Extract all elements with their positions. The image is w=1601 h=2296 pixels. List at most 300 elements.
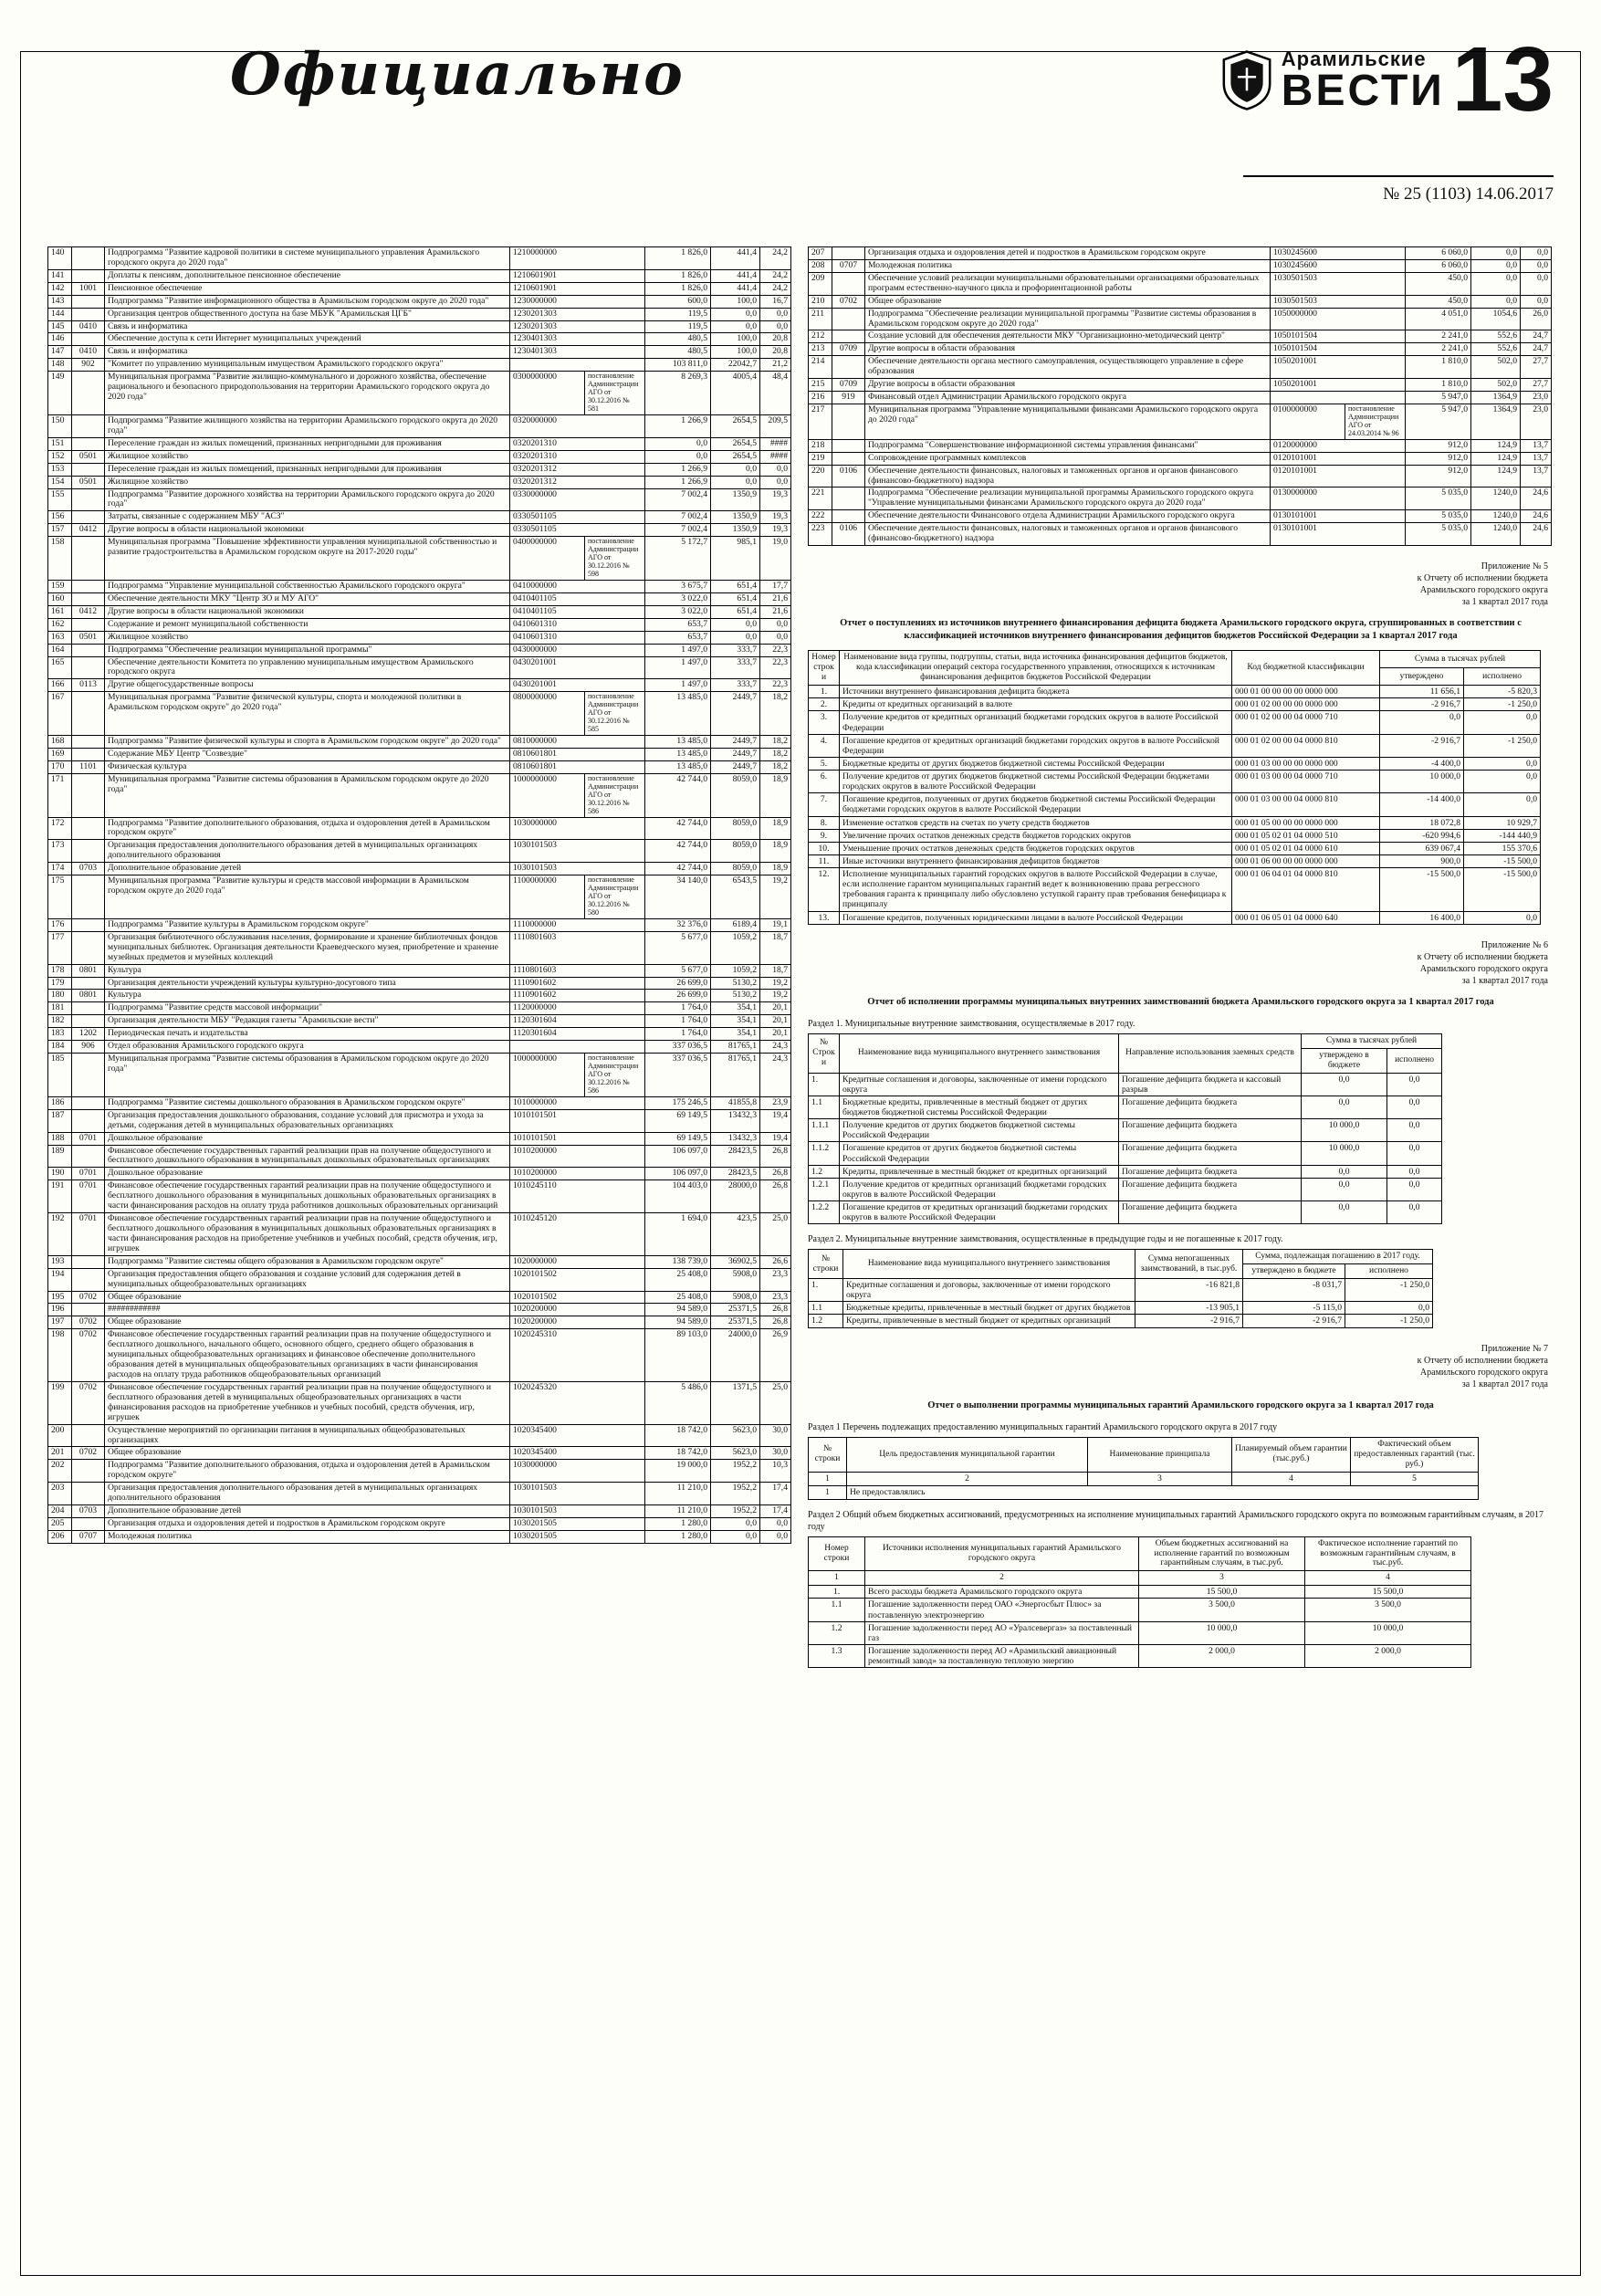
table-row — [809, 816, 1541, 829]
cell: 0410401105 — [510, 605, 645, 618]
cell: постановление Администрации АГО от 30.12.2016 № 580 — [585, 875, 645, 919]
cell: 223 — [809, 523, 832, 546]
cell: 13,7 — [1521, 439, 1552, 452]
cell: 168 — [48, 736, 72, 749]
cell: 1059,2 — [711, 964, 760, 977]
cell: 1350,9 — [711, 488, 760, 511]
ref-line: Приложение № 6 — [1481, 939, 1548, 950]
cell: 194 — [48, 1268, 72, 1291]
cell: 2 000,0 — [1305, 1644, 1471, 1667]
cell — [72, 618, 105, 631]
cell: 0,0 — [760, 1530, 791, 1543]
cell: 215 — [809, 379, 832, 392]
cell: -2 916,7 — [1243, 1315, 1345, 1327]
brand-words — [1282, 49, 1445, 113]
header-row — [809, 1437, 1479, 1472]
cell — [72, 580, 105, 592]
cell: 5 947,0 — [1406, 404, 1471, 439]
cell: 213 — [809, 343, 832, 356]
cell: 1 — [809, 1486, 847, 1499]
table-row — [809, 404, 1552, 439]
cell — [72, 1109, 105, 1132]
table-row — [48, 863, 791, 875]
cell: 0410000000 — [510, 580, 645, 592]
cell: Подпрограмма "Развитие системы общего образования в Арамильском городском округе" — [105, 1255, 510, 1268]
table-row — [48, 605, 791, 618]
cell: 19,4 — [760, 1109, 791, 1132]
ref-line: к Отчету об исполнении бюджета — [1417, 951, 1548, 962]
cell: 1371,5 — [711, 1381, 760, 1424]
cell: 0,0 — [711, 308, 760, 320]
cell — [832, 272, 865, 295]
cell: 24,6 — [1521, 488, 1552, 510]
cell: 651,4 — [711, 580, 760, 592]
cell: 119,5 — [645, 308, 711, 320]
cell: 205 — [48, 1517, 72, 1530]
cell: -620 994,6 — [1380, 829, 1464, 842]
table-row — [809, 854, 1541, 867]
cell: Доплаты к пенсиям, дополнительное пенсионное обеспечение — [105, 269, 510, 282]
cell: 0701 — [72, 1132, 105, 1145]
table-row — [48, 1132, 791, 1145]
cell: 7 002,4 — [645, 488, 711, 511]
cell: 912,0 — [1406, 452, 1471, 465]
table-row — [809, 272, 1552, 295]
cell: Сопровождение программных комплексов — [865, 452, 1271, 465]
cell: 5 035,0 — [1406, 510, 1471, 523]
cell: 3 022,0 — [645, 605, 711, 618]
cell — [72, 773, 105, 817]
cell: 19,4 — [760, 1132, 791, 1145]
cell: 5 486,0 — [645, 1381, 711, 1424]
cell: 179 — [48, 977, 72, 990]
table-row — [48, 1268, 791, 1291]
cell: 1030245600 — [1271, 247, 1406, 260]
table-row — [48, 1054, 791, 1097]
cell: 0,0 — [1387, 1178, 1442, 1200]
cell: 1020245320 — [510, 1381, 645, 1424]
cell: Организация отдыха и оздоровления детей и подростков в Арамильском городском округе — [865, 247, 1271, 260]
table-row — [809, 330, 1552, 343]
cell: 1020245310 — [510, 1329, 645, 1382]
cell: 1110801603 — [510, 964, 645, 977]
cell: 8059,0 — [711, 840, 760, 863]
cell: 22,3 — [760, 644, 791, 656]
cell: 13432,3 — [711, 1132, 760, 1145]
cell: 212 — [809, 330, 832, 343]
header-cell: Сумма в тысячах рублей — [1380, 651, 1541, 668]
cell: 26 699,0 — [645, 977, 711, 990]
table-row — [48, 320, 791, 333]
cell: 1230401303 — [510, 346, 645, 359]
cell: 333,7 — [711, 656, 760, 679]
table-row — [48, 773, 791, 817]
header-cell: Сумма в тысячах рублей — [1302, 1033, 1442, 1048]
cell: 24000,0 — [711, 1329, 760, 1382]
cell: 7 002,4 — [645, 511, 711, 524]
cell — [72, 1096, 105, 1109]
cell: 167 — [48, 692, 72, 736]
cell: 17,4 — [760, 1483, 791, 1505]
table-row — [809, 1073, 1442, 1096]
cell: 0320201310 — [510, 450, 645, 463]
appendix6-section2-label: Раздел 2. Муниципальные внутренние заимствования, осуществленные в предыдущие годы и не погашенные к 2017 году. — [808, 1234, 1283, 1245]
cell — [510, 359, 645, 372]
cell: Погашение дефицита бюджета — [1119, 1201, 1302, 1224]
cell: 0810000000 — [510, 736, 645, 749]
cell: 202 — [48, 1460, 72, 1483]
table-row — [48, 875, 791, 919]
cell: 8. — [809, 816, 840, 829]
cell: 333,7 — [711, 644, 760, 656]
cell: 1364,9 — [1471, 392, 1521, 404]
appendix7-section1-label: Раздел 1 Перечень подлежащих предоставлению муниципальных гарантий Арамильского городского округа в 2017 году — [808, 1421, 1278, 1432]
table-row — [48, 931, 791, 964]
cell: 423,5 — [711, 1213, 760, 1256]
cell: Общее образование — [105, 1316, 510, 1329]
cell: 0,0 — [645, 450, 711, 463]
cell: Финансовое обеспечение государственных гарантий реализации прав на получение общедоступного и бесплатного образования детей в муниципальных общеобразовательных организациях в части финансирования расходов на приобретение учебников и учебных пособий, средств обучения, игр, игрушек — [105, 1381, 510, 1424]
cell: Подпрограмма "Развитие физической культуры и спорта в Арамильском городском округе" до 2020 года" — [105, 736, 510, 749]
cell: Погашение дефицита бюджета — [1119, 1165, 1302, 1178]
cell: 18 742,0 — [645, 1447, 711, 1460]
cell: 25 408,0 — [645, 1291, 711, 1304]
cell: 11 210,0 — [645, 1505, 711, 1518]
appendix7-section2-table — [808, 1536, 1471, 1669]
cell: 209,5 — [760, 414, 791, 437]
cell: 30,0 — [760, 1424, 791, 1447]
cell: 2449,7 — [711, 736, 760, 749]
cell: 19,3 — [760, 524, 791, 537]
cell: 156 — [48, 511, 72, 524]
cell: Молодежная политика — [865, 259, 1271, 272]
cell: Муниципальная программа "Развитие системы образования в Арамильском городском округе до 2020 года" — [105, 1054, 510, 1097]
cell: 0320201310 — [510, 437, 645, 450]
table-row — [809, 247, 1552, 260]
cell: 0330000000 — [510, 488, 645, 511]
cell: 441,4 — [711, 282, 760, 295]
appendix6-section1-table — [808, 1033, 1442, 1224]
cell: 0,0 — [711, 1530, 760, 1543]
cell: 985,1 — [711, 537, 760, 581]
table-row — [809, 757, 1541, 770]
cell: 13 485,0 — [645, 748, 711, 760]
cell: Муниципальная программа "Развитие жилищно-коммунального и дорожного хозяйства, обеспечение рационального и безопасного природопользования на территории Арамильского городского округа до 2020 года" — [105, 372, 510, 415]
cell: 18,2 — [760, 760, 791, 773]
cell — [72, 977, 105, 990]
cell: 163 — [48, 631, 72, 644]
cell: Другие общегосударственные вопросы — [105, 679, 510, 692]
cell: 69 149,5 — [645, 1109, 711, 1132]
cell: 20,8 — [760, 333, 791, 346]
cell: Другие вопросы в области национальной экономики — [105, 524, 510, 537]
cell: 124,9 — [1471, 465, 1521, 488]
cell: Подпрограмма "Управление муниципальной собственностью Арамильского городского округа" — [105, 580, 510, 592]
cell: 0330501105 — [510, 511, 645, 524]
header-cell: исполнено — [1464, 668, 1541, 686]
cell: 0501 — [72, 476, 105, 488]
table-row — [48, 644, 791, 656]
cell: 28423,5 — [711, 1168, 760, 1180]
cell: 23,3 — [760, 1268, 791, 1291]
cell: 1000000000 — [510, 1054, 585, 1097]
cell — [72, 1015, 105, 1028]
table-row — [48, 918, 791, 931]
cell: 0,0 — [1471, 295, 1521, 308]
cell: 1.2.1 — [809, 1178, 840, 1200]
cell: 13,7 — [1521, 465, 1552, 488]
cell: 143 — [48, 295, 72, 308]
cell: -1 250,0 — [1345, 1315, 1433, 1327]
table-row — [48, 295, 791, 308]
cell: 1350,9 — [711, 511, 760, 524]
cell: 15 500,0 — [1139, 1586, 1305, 1599]
cell: 18,2 — [760, 736, 791, 749]
left-column — [47, 246, 793, 1544]
cell: 20,1 — [760, 1015, 791, 1028]
cell: 1. — [809, 1279, 843, 1302]
cell: 1010101501 — [510, 1109, 645, 1132]
cell — [832, 452, 865, 465]
cell: 0810601801 — [510, 748, 645, 760]
cell — [832, 247, 865, 260]
cell: 8059,0 — [711, 817, 760, 840]
cell: 42 744,0 — [645, 817, 711, 840]
cell — [72, 1483, 105, 1505]
cell: 1 497,0 — [645, 656, 711, 679]
cell — [72, 1145, 105, 1168]
cell: 0,0 — [645, 437, 711, 450]
table-row — [48, 1213, 791, 1256]
cell: 25371,5 — [711, 1304, 760, 1316]
cell: 5908,0 — [711, 1268, 760, 1291]
table-row — [809, 1096, 1442, 1118]
cell: 11 210,0 — [645, 1483, 711, 1505]
cell: Подпрограмма "Обеспечение реализации муниципальной программы "Развитие системы образования в Арамильском городском округе до 2020 года" — [865, 308, 1271, 330]
cell: 1010000000 — [510, 1096, 645, 1109]
cell: 0801 — [72, 964, 105, 977]
table-row — [809, 1621, 1471, 1644]
cell: 1.2 — [809, 1165, 840, 1178]
ref-line: за 1 квартал 2017 года — [1461, 597, 1548, 608]
cell: 902 — [72, 359, 105, 372]
cell: Другие вопросы в области национальной экономики — [105, 605, 510, 618]
cell: 0300000000 — [510, 372, 585, 415]
cell: 0810601801 — [510, 760, 645, 773]
cell: Погашение дефицита бюджета и кассовый разрыв — [1119, 1073, 1302, 1096]
cell: 3 022,0 — [645, 592, 711, 605]
header-cell: 5 — [1351, 1472, 1479, 1486]
cell — [72, 333, 105, 346]
header-cell: исполнено — [1387, 1048, 1442, 1073]
cell: 0130101001 — [1271, 523, 1406, 546]
cell: 157 — [48, 524, 72, 537]
cell: Погашение дефицита бюджета — [1119, 1142, 1302, 1165]
cell: 1 497,0 — [645, 644, 711, 656]
header-cell: Наименование принципала — [1088, 1437, 1232, 1472]
cell: 16,7 — [760, 295, 791, 308]
table-row — [48, 840, 791, 863]
cell: 5 172,7 — [645, 537, 711, 581]
table-row — [48, 414, 791, 437]
cell: 19,0 — [760, 537, 791, 581]
cell: 185 — [48, 1054, 72, 1097]
header-cell: № строки — [809, 1250, 843, 1279]
cell: -8 031,7 — [1243, 1279, 1345, 1302]
cell — [72, 1268, 105, 1291]
table-row — [48, 656, 791, 679]
header-row — [809, 651, 1541, 668]
table-row — [48, 964, 791, 977]
cell: 0,0 — [1471, 259, 1521, 272]
cell: Организация центров общественного доступа на базе МБУК "Арамильская ЦГБ" — [105, 308, 510, 320]
table-row — [809, 1315, 1433, 1327]
cell: 24,7 — [1521, 330, 1552, 343]
cell: 18 072,8 — [1380, 816, 1464, 829]
cell: 1010245120 — [510, 1213, 645, 1256]
table-row — [48, 1291, 791, 1304]
cell — [72, 644, 105, 656]
cell: 2654,5 — [711, 414, 760, 437]
cell — [510, 1041, 645, 1054]
cell: -144 440,9 — [1464, 829, 1541, 842]
cell: 4 051,0 — [1406, 308, 1471, 330]
header-cell: 3 — [1088, 1472, 1232, 1486]
cell: 0,0 — [711, 463, 760, 476]
cell: Бюджетные кредиты, привлеченные в местный бюджет от других бюджетов — [843, 1302, 1135, 1315]
cell — [72, 931, 105, 964]
cell: Кредиты, привлеченные в местный бюджет от кредитных организаций — [843, 1315, 1135, 1327]
cell: 0,0 — [711, 476, 760, 488]
page-number: 13 — [1451, 28, 1554, 131]
header-row — [809, 1536, 1471, 1571]
cell: 17,4 — [760, 1505, 791, 1518]
cell: Погашение дефицита бюджета — [1119, 1178, 1302, 1200]
cell: 450,0 — [1406, 295, 1471, 308]
cell: 0,0 — [760, 308, 791, 320]
cell: 2654,5 — [711, 437, 760, 450]
cell: 18,7 — [760, 931, 791, 964]
header-row — [809, 1571, 1471, 1586]
cell: 0410601310 — [510, 618, 645, 631]
table-row — [809, 1279, 1433, 1302]
table-row — [48, 1041, 791, 1054]
cell: 0410 — [72, 346, 105, 359]
cell: 354,1 — [711, 1002, 760, 1015]
table-row — [48, 1255, 791, 1268]
cell: 30,0 — [760, 1447, 791, 1460]
cell: Подпрограмма "Развитие кадровой политики в системе муниципального управления Арамильского городского округа до 2020 года" — [105, 247, 510, 270]
appendix7-title: Отчет о выполнении программы муниципальных гарантий Арамильского городского округа за 1 квартал 2017 года — [927, 1400, 1434, 1410]
cell: 206 — [48, 1530, 72, 1543]
table-row — [48, 537, 791, 581]
cell: 0410 — [72, 320, 105, 333]
cell: 104 403,0 — [645, 1180, 711, 1213]
cell: 0,0 — [1387, 1165, 1442, 1178]
cell: 1 764,0 — [645, 1028, 711, 1041]
cell: 480,5 — [645, 346, 711, 359]
cell: 1030101503 — [510, 863, 645, 875]
cell: Не предоставлялись — [847, 1486, 1479, 1499]
cell: 11 656,1 — [1380, 686, 1464, 698]
cell: -13 905,1 — [1135, 1302, 1243, 1315]
cell: 1 280,0 — [645, 1517, 711, 1530]
cell: 196 — [48, 1304, 72, 1316]
cell: 1240,0 — [1471, 523, 1521, 546]
table-row — [809, 343, 1552, 356]
table-row — [48, 631, 791, 644]
cell: 919 — [832, 392, 865, 404]
cell: 1 826,0 — [645, 247, 711, 270]
cell: 1 497,0 — [645, 679, 711, 692]
cell: 42 744,0 — [645, 773, 711, 817]
cell: Получение кредитов от других бюджетов бюджетной системы Российской Федерации бюджетами городских округов в валюте Российской Федерации — [840, 771, 1232, 793]
cell: 0,0 — [1521, 295, 1552, 308]
cell: 2449,7 — [711, 760, 760, 773]
cell: 0,0 — [1387, 1201, 1442, 1224]
cell: 0430000000 — [510, 644, 645, 656]
cell: 19,1 — [760, 918, 791, 931]
header-cell: Сумма непогашенных заимствований, в тыс.руб. — [1135, 1250, 1243, 1279]
cell: 1120301604 — [510, 1028, 645, 1041]
table-row — [809, 1165, 1442, 1178]
cell: Финансовое обеспечение государственных гарантий реализации прав на получение общедоступного и бесплатного дошкольного образования в муниципальных дошкольных образовательных организациях в части финансирования расходов на оплату труда работников дошкольных образовательных организаций — [105, 1180, 510, 1213]
cell: 000 01 00 00 00 00 0000 000 — [1232, 686, 1380, 698]
cell: 0,0 — [760, 320, 791, 333]
cell: 0702 — [72, 1329, 105, 1382]
table-row — [48, 760, 791, 773]
cell: 0320201312 — [510, 476, 645, 488]
appendix6-title: Отчет об исполнении программы муниципальных внутренних заимствований бюджета Арамильского городского округа за 1 квартал 2017 года — [867, 996, 1494, 1007]
cell: 141 — [48, 269, 72, 282]
cell: 13 485,0 — [645, 692, 711, 736]
cell: 219 — [809, 452, 832, 465]
cell: 1120000000 — [510, 1002, 645, 1015]
cell: Подпрограмма "Обеспечение реализации муниципальной программы" — [105, 644, 510, 656]
table-row — [48, 450, 791, 463]
appendix7-section1-table — [808, 1437, 1479, 1500]
cell: 0,0 — [760, 1517, 791, 1530]
cell: 900,0 — [1380, 854, 1464, 867]
cell: 155 370,6 — [1464, 842, 1541, 854]
table-row — [48, 463, 791, 476]
cell: 81765,1 — [711, 1041, 760, 1054]
cell: 354,1 — [711, 1015, 760, 1028]
cell: 0,0 — [1302, 1096, 1387, 1118]
cell: 0703 — [72, 1505, 105, 1518]
cell: 0120000000 — [1271, 439, 1406, 452]
cell: Муниципальная программа "Управление муниципальными финансами Арамильского городского округа до 2020 года" — [865, 404, 1271, 439]
cell: 354,1 — [711, 1028, 760, 1041]
cell: Обеспечение деятельности Комитета по управлению муниципальным имуществом Арамильского городского округа — [105, 656, 510, 679]
cell: 441,4 — [711, 269, 760, 282]
cell: 155 — [48, 488, 72, 511]
cell: 13 485,0 — [645, 760, 711, 773]
cell: Кредитные соглашения и договоры, заключенные от имени городского округа — [843, 1279, 1135, 1302]
cell: Подпрограмма "Обеспечение реализации муниципальной программы Арамильского городского округа "Управление муниципальными финансами Арамильского городского округа до 2020 года" — [865, 488, 1271, 510]
table-row — [809, 308, 1552, 330]
cell: 1.1.1 — [809, 1119, 840, 1142]
cell: Организация библиотечного обслуживания населения, формирование и хранение библиотечных фондов муниципальных библиотек. Организация деятельности Краеведческого музея, приобретение и хранение музейных предметов и музейных коллекций — [105, 931, 510, 964]
cell: 26,9 — [760, 1329, 791, 1382]
cell: Погашение кредитов, полученных юридическими лицами в валюте Российской Федерации — [840, 911, 1232, 924]
header-cell: Направление использования заемных средств — [1119, 1033, 1302, 1073]
cell: 1 764,0 — [645, 1015, 711, 1028]
cell: Финансовый отдел Администрации Арамильского городского округа — [865, 392, 1271, 404]
table-row — [809, 771, 1541, 793]
cell: 22,3 — [760, 679, 791, 692]
cell: 1010200000 — [510, 1145, 645, 1168]
